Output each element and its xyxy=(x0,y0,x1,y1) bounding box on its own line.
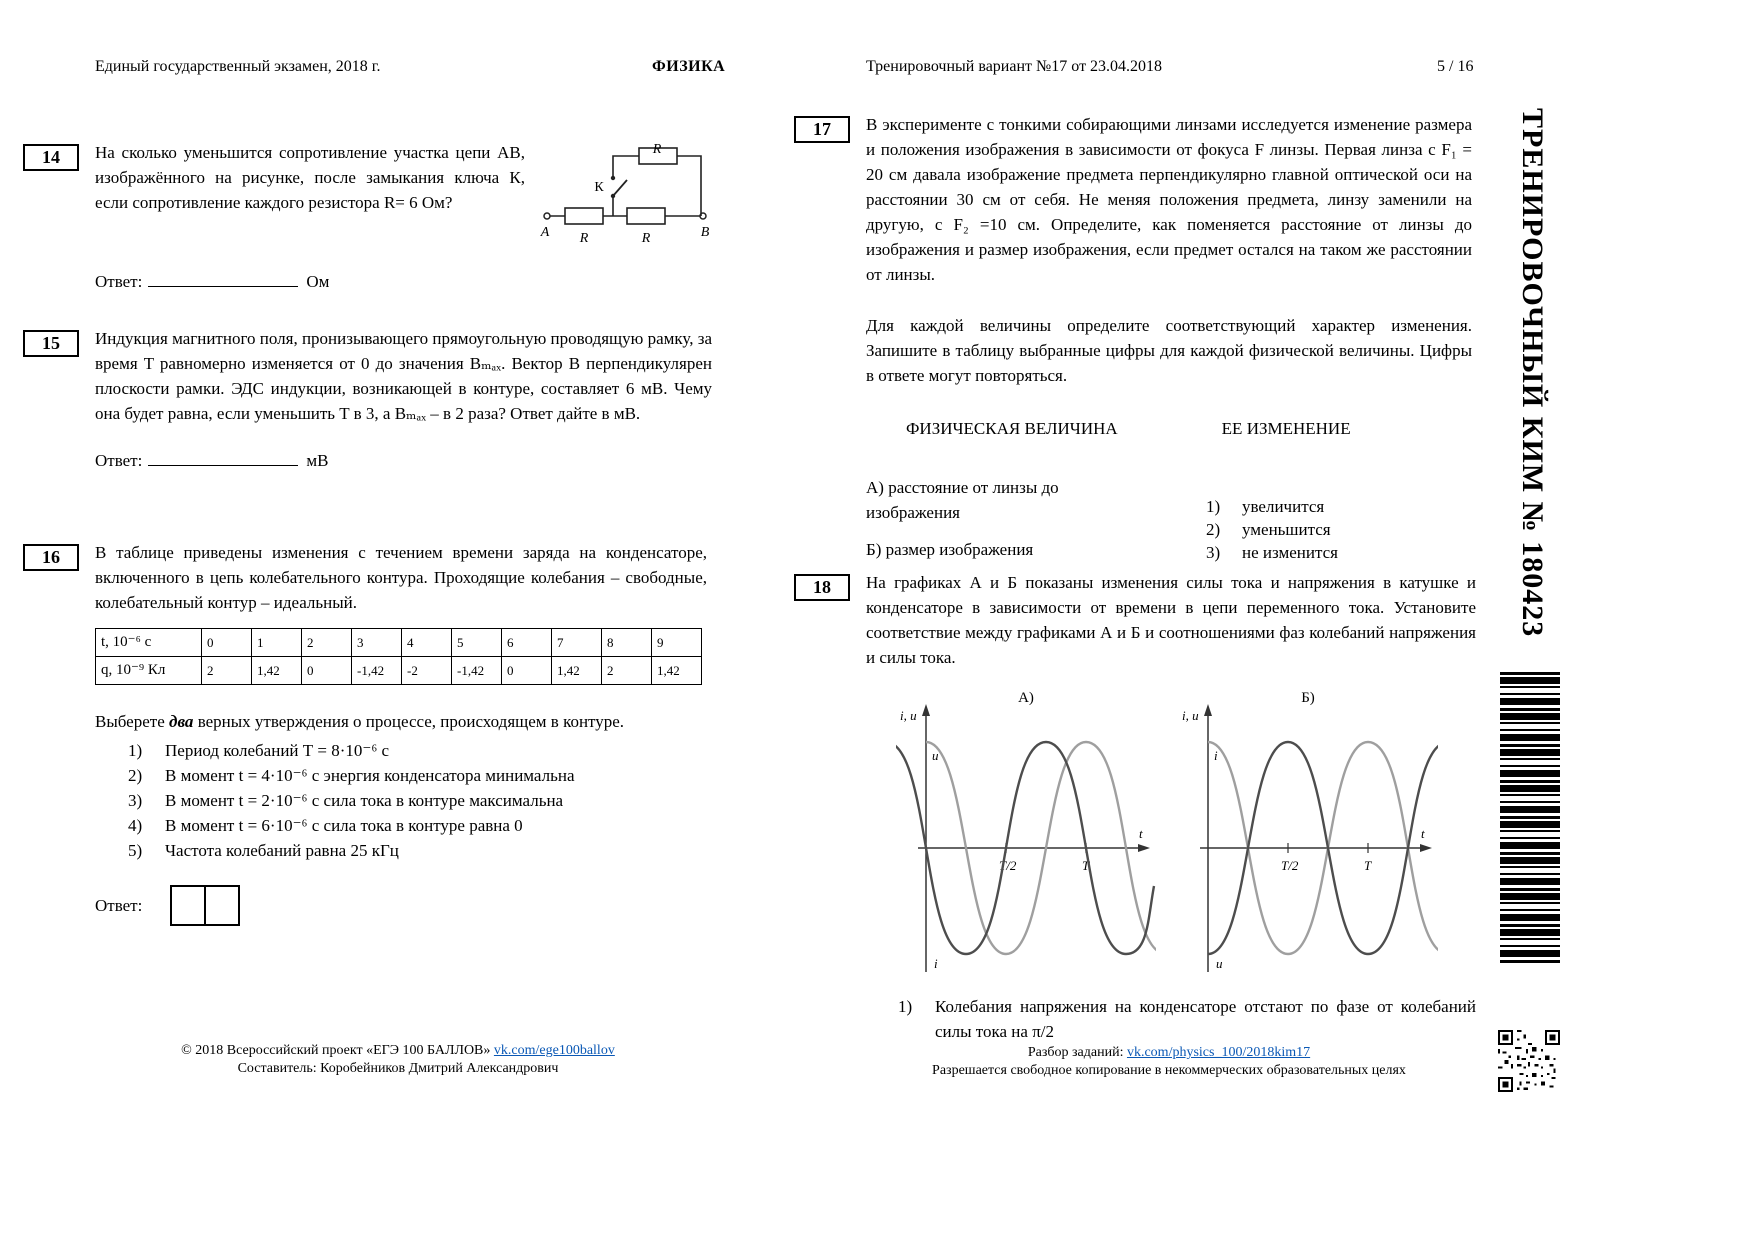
qr-code xyxy=(1498,1030,1560,1092)
label-terminal-b: B xyxy=(700,225,710,240)
question-text: Индукция магнитного поля, пронизывающего прямоугольную проводящую рамку, за время T равномерно изменяется от 0 до значения Bₘₐₓ. Вектор B перпендикулярен плоскости рамки. ЭДС индукции, возникающей в контуре, составляет 6 мВ. Чему она будет равна, если уменьшить T в 3, а Bₘₐₓ – в 2 раза? Ответ дайте в мВ. xyxy=(95,329,712,423)
options-list xyxy=(95,738,707,863)
answer-unit: мВ xyxy=(306,451,329,470)
match-body xyxy=(866,475,1472,574)
question-18 xyxy=(813,570,1476,1044)
graph-a-curve-label-top: u xyxy=(932,748,939,763)
graph-b xyxy=(1178,686,1438,980)
graph-a-curve-label-bottom: i xyxy=(934,956,938,971)
label-resistor-1: R xyxy=(579,231,589,246)
answer-unit: Ом xyxy=(306,272,330,291)
prompt-emphasis: два xyxy=(169,712,194,731)
question-instruction: Для каждой величины определите соответствующий характер изменения. Запишите в таблицу выбранные цифры для каждой физической величины. Цифры в ответе могут повторяться. xyxy=(866,316,1472,385)
answer-label: Ответ: xyxy=(95,451,143,470)
label-resistor-2: R xyxy=(641,231,651,246)
footer-author-line: Составитель: Коробейников Дмитрий Александрович xyxy=(237,1061,559,1076)
graph-a-x-label: t xyxy=(1139,826,1143,841)
question-14 xyxy=(42,140,711,294)
graph-b-tick-full: T xyxy=(1364,858,1372,873)
match-changes xyxy=(1206,495,1338,574)
match-quantities xyxy=(866,475,1136,574)
table-row: q, 10⁻⁹ Кл 2 1,42 0 -1,42 -2 -1,42 0 1,42 2 1,42 xyxy=(96,657,702,685)
header-exam-title: Единый государственный экзамен, 2018 г. xyxy=(95,58,381,75)
match-change-item: 2) уменьшится xyxy=(1206,520,1331,539)
question-number: 18 xyxy=(794,574,850,601)
footer-review-line: Разбор заданий: vk.com/physics_100/2018kim17 xyxy=(1027,1045,1311,1060)
footer-license-line: Разрешается свободное копирование в некоммерческих образовательных целях xyxy=(932,1063,1406,1078)
question-text: В эксперименте с тонкими собирающими линзами исследуется изменение размера и положения изображения в зависимости от фокуса F линзы. Первая линза с F₁ = 20 см давала изображение предмета перпендикулярно главной оптической оси на расстоянии 30 см от себя. Не меняя положения предмета, линзу заменили на другую, с F₂ =10 см. Определите, как поменяется расстояние от линзы до изображения и размер изображения, если предмет остался на таком же расстоянии от линзы. xyxy=(866,115,1472,284)
graph-b-curve-label-top: i xyxy=(1214,748,1218,763)
match-quantity-a: А) расстояние от линзы до изображения xyxy=(866,478,1059,522)
answer-line xyxy=(95,269,711,294)
header-subject: ФИЗИКА xyxy=(652,58,726,75)
graph-a xyxy=(896,686,1156,980)
answer-label: Ответ: xyxy=(95,896,143,915)
answer-blank[interactable] xyxy=(148,451,298,466)
answer-line xyxy=(95,448,712,473)
question-text: В таблице приведены изменения с течением времени заряда на конденсаторе, включенного в цепь колебательного контура. Проходящие колебания – свободные, колебательный контур – идеальный. xyxy=(95,543,707,612)
graph-a-tick-full: T xyxy=(1082,858,1090,873)
match-headers xyxy=(866,416,1472,441)
question-number: 16 xyxy=(23,544,79,571)
circuit-diagram-svg xyxy=(539,142,711,256)
barcode xyxy=(1500,672,1560,964)
option-item: 1) Колебания напряжения на конденсаторе отстают по фазе от колебаний силы тока на π/2 xyxy=(898,997,1476,1041)
footer-copyright-line: © 2018 Всероссийский проект «ЕГЭ 100 БАЛЛОВ» vk.com/ege100ballov xyxy=(181,1043,615,1058)
label-resistor-top: R xyxy=(652,142,662,157)
label-key: К xyxy=(594,180,604,195)
graph-b-title: Б) xyxy=(1301,690,1315,706)
charge-time-table xyxy=(95,628,702,685)
graph-a-y-label: i, u xyxy=(900,708,917,723)
option-item: 3) В момент t = 2·10⁻⁶ с сила тока в контуре максимальна xyxy=(128,791,564,810)
option-item: 2) В момент t = 4·10⁻⁶ с энергия конденсатора минимальна xyxy=(128,766,575,785)
table-header-cell: t, 10⁻⁶ с xyxy=(96,629,202,657)
circuit-figure xyxy=(539,142,711,263)
question-15 xyxy=(42,326,712,473)
match-quantity-b: Б) размер изображения xyxy=(866,540,1034,559)
option-item: 4) В момент t = 6·10⁻⁶ с сила тока в контуре равна 0 xyxy=(128,816,523,835)
match-change-item: 1) увеличится xyxy=(1206,497,1325,516)
answer-boxes-row xyxy=(95,885,707,926)
table-row: t, 10⁻⁶ с 0 1 2 3 4 5 6 7 8 9 xyxy=(96,629,702,657)
header-page-number: 5 / 16 xyxy=(1437,58,1474,75)
answer-blank[interactable] xyxy=(148,272,298,287)
graph-a-tick-half: T/2 xyxy=(999,858,1017,873)
match-header-change: ЕЕ ИЗМЕНЕНИЕ xyxy=(1221,419,1351,438)
match-change-item: 3) не изменится xyxy=(1206,543,1338,562)
question-number: 15 xyxy=(23,330,79,357)
option-item: 5) Частота колебаний равна 25 кГц xyxy=(128,841,399,860)
label-terminal-a: A xyxy=(540,225,550,240)
footer-link-ege100ballov[interactable]: vk.com/ege100ballov xyxy=(493,1043,615,1058)
option-item: 1) Период колебаний Т = 8·10⁻⁶ с xyxy=(128,741,390,760)
graph-b-y-label: i, u xyxy=(1182,708,1199,723)
answer-box[interactable] xyxy=(204,885,240,926)
footer-link-physics100[interactable]: vk.com/physics_100/2018kim17 xyxy=(1126,1045,1311,1060)
question-number: 14 xyxy=(23,144,79,171)
answer-box[interactable] xyxy=(170,885,206,926)
graph-b-x-label: t xyxy=(1421,826,1425,841)
question-text: На сколько уменьшится сопротивление участка цепи AB, изображённого на рисунке, после замыкания ключа К, если сопротивление каждого резистора R= 6 Ом? xyxy=(95,143,525,212)
question-number: 17 xyxy=(794,116,850,143)
graph-a-title: А) xyxy=(1018,690,1034,706)
graphs-figure xyxy=(866,686,1476,980)
question-16 xyxy=(42,540,707,926)
match-header-quantity: ФИЗИЧЕСКАЯ ВЕЛИЧИНА xyxy=(906,419,1118,438)
graph-b-tick-half: T/2 xyxy=(1281,858,1299,873)
question-prompt: Выберете два верных утверждения о процессе, происходящем в контуре. xyxy=(95,712,625,731)
header-variant: Тренировочный вариант №17 от 23.04.2018 xyxy=(866,58,1163,75)
question-text: На графиках А и Б показаны изменения силы тока и напряжения в катушке и конденсаторе в зависимости от времени в цепи переменного тока. Установите соответствие между графиками А и Б и соотношениями фаз колебаний напряжения и силы тока. xyxy=(866,573,1476,667)
footer-left xyxy=(95,1042,701,1078)
footer-right xyxy=(866,1044,1472,1080)
kim-vertical-label: ТРЕНИРОВОЧНЫЙ КИМ № 180423 xyxy=(1516,108,1549,638)
table-header-cell: q, 10⁻⁹ Кл xyxy=(96,657,202,685)
question-17 xyxy=(813,112,1472,574)
answer-label: Ответ: xyxy=(95,272,143,291)
graph-b-curve-label-bottom: u xyxy=(1216,956,1223,971)
